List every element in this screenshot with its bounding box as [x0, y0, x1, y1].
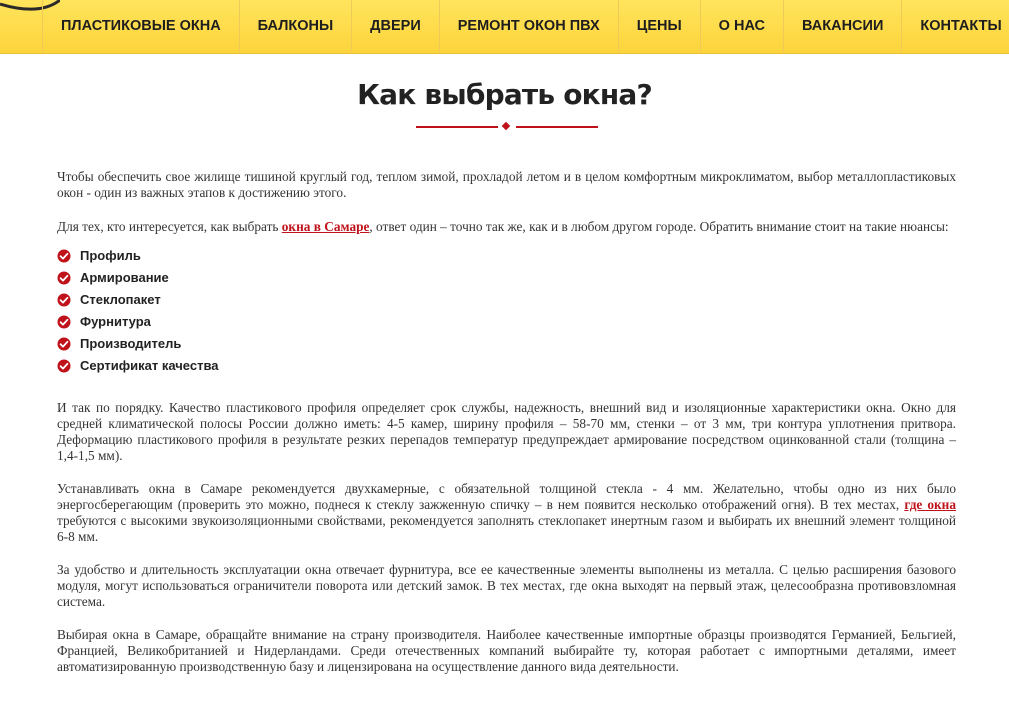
- feature-label: Сертификат качества: [80, 358, 219, 373]
- nav-item-contacts[interactable]: КОНТАКТЫ: [901, 0, 1009, 53]
- nav-item-prices[interactable]: ЦЕНЫ: [618, 0, 700, 53]
- article-content: [57, 169, 956, 675]
- feature-label: Профиль: [80, 248, 141, 263]
- nav-item-pvc-repair[interactable]: РЕМОНТ ОКОН ПВХ: [439, 0, 618, 53]
- windows-samara-link[interactable]: окна в Самаре: [281, 219, 370, 234]
- feature-label: Производитель: [80, 336, 182, 351]
- profile-paragraph: И так по порядку. Качество пластикового профиля определяет срок службы, надежность, внешний вид и изоляционные характеристики окна. Окно для средней климатической полосы России должно иметь: 4-5 камер, ширину профиля – 58-70 мм, стенки – от 3 мм, три контура уплотнения притвора. Деформацию пластикового профиля в результате резких перепадов температур предупреждает армирование посредством оцинкованной стали (толщина – 1,4-1,5 мм).: [57, 400, 956, 463]
- nav-item-plastic-windows[interactable]: ПЛАСТИКОВЫЕ ОКНА: [42, 0, 239, 53]
- check-circle-icon: [57, 337, 71, 351]
- nuances-paragraph: [57, 219, 956, 235]
- nav-item-vacancies[interactable]: ВАКАНСИИ: [783, 0, 901, 53]
- nav-item-balconies[interactable]: БАЛКОНЫ: [239, 0, 352, 53]
- feature-label: Армирование: [80, 270, 169, 285]
- check-circle-icon: [57, 271, 71, 285]
- nuances-text-after: , ответ один – точно так же, как и в любом другом городе. Обратить внимание стоит на такие нюансы:: [369, 219, 949, 234]
- glazing-text-after: требуются с высокими звукоизоляционными свойствами, рекомендуется заполнять стеклопакет инертным газом и выбирать их внешний элемент толщиной 6-8 мм.: [57, 513, 956, 544]
- check-circle-icon: [57, 315, 71, 329]
- list-item-glazing-unit: [57, 289, 956, 311]
- where-windows-link[interactable]: где окна: [904, 497, 956, 512]
- check-circle-icon: [57, 359, 71, 373]
- fittings-paragraph: За удобство и длительность эксплуатации окна отвечает фурнитура, все ее качественные элементы выполнены из металла. С целью расширения базового модуля, могут использоваться ограничители поворота или детский замок. В тех местах, где окна выходят на первый этаж, целесообразна противовзломная система.: [57, 562, 956, 609]
- nav-item-doors[interactable]: ДВЕРИ: [351, 0, 439, 53]
- nuances-text-before: Для тех, кто интересуется, как выбрать: [57, 219, 282, 234]
- check-circle-icon: [57, 249, 71, 263]
- glazing-paragraph: [57, 481, 956, 545]
- feature-label: Стеклопакет: [80, 292, 161, 307]
- list-item-manufacturer: [57, 333, 956, 355]
- list-item-fittings: [57, 311, 956, 333]
- top-navbar: [0, 0, 1009, 54]
- list-item-profile: [57, 245, 956, 267]
- title-divider: [416, 122, 598, 132]
- diamond-icon: [502, 122, 510, 130]
- features-list: [57, 245, 956, 377]
- glazing-text-before: Устанавливать окна в Самаре рекомендуется двухкамерные, с обязательной толщиной стекла - 4 мм. Желательно, чтобы одно из них было энергосберегающим (проверить это можно, поднеся к стеклу зажженную спичку – в нем появится несколько отображений огня). В тех местах,: [57, 481, 956, 512]
- manufacturer-paragraph: Выбирая окна в Самаре, обращайте внимание на страну производителя. Наиболее качественные импортные образцы производятся Германией, Бельгией, Францией, Великобританией и Нидерландами. Среди отечественных компаний выбирайте ту, которая работает с импортными деталями, имеет автоматизированную производственную базу и лицензирована на осуществление данного вида деятельности.: [57, 627, 956, 674]
- list-item-quality-certificate: [57, 355, 956, 377]
- check-circle-icon: [57, 293, 71, 307]
- intro-paragraph: Чтобы обеспечить свое жилище тишиной круглый год, теплом зимой, прохладой летом и в целом комфортным микроклиматом, выбор металлопластиковых окон - один из важных этапов к достижению этого.: [57, 169, 956, 200]
- list-item-reinforcement: [57, 267, 956, 289]
- page-title: Как выбрать окна?: [357, 78, 652, 111]
- nav-item-about[interactable]: О НАС: [700, 0, 783, 53]
- main-nav: [42, 0, 1009, 53]
- feature-label: Фурнитура: [80, 314, 151, 329]
